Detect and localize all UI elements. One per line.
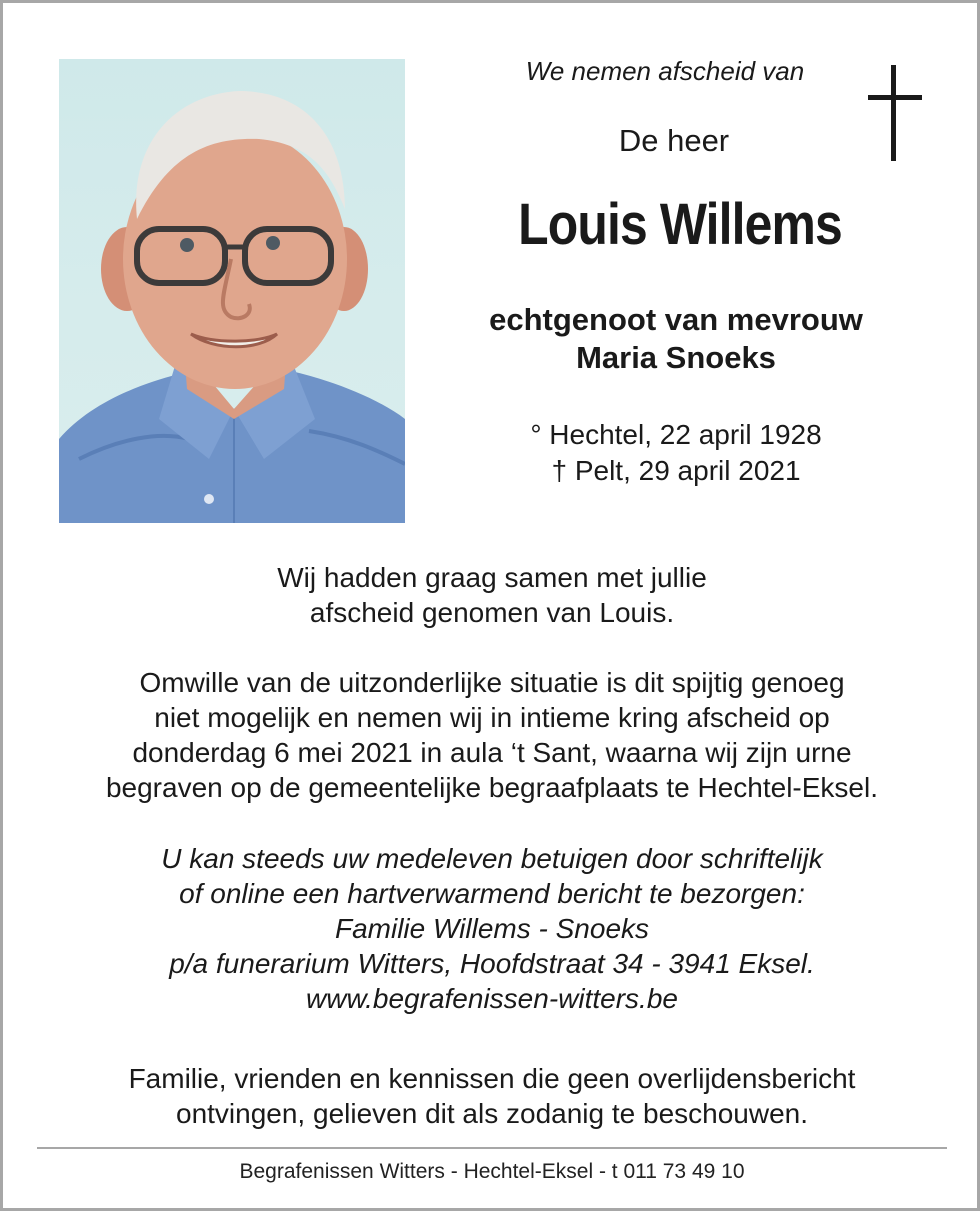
salutation: De heer bbox=[618, 123, 730, 158]
footer-text: Begrafenissen Witters - Hechtel-Eksel - t 011 73 49 10 bbox=[239, 1160, 745, 1183]
family-name: Familie Willems - Snoeks bbox=[334, 913, 650, 944]
paragraph-line: niet mogelijk en nemen wij in intieme kring afscheid op bbox=[154, 702, 830, 733]
website-link[interactable]: www.begrafenissen-witters.be bbox=[306, 983, 678, 1014]
footer-divider bbox=[37, 1147, 947, 1149]
closing-paragraph bbox=[43, 1061, 941, 1131]
spouse-name: Maria Snoeks bbox=[576, 340, 776, 375]
life-dates bbox=[443, 417, 909, 489]
paragraph-line: ontvingen, gelieven dit als zodanig te beschouwen. bbox=[176, 1098, 808, 1129]
paragraph-line: U kan steeds uw medeleven betuigen door schriftelijk bbox=[161, 843, 823, 874]
intro-text: We nemen afscheid van bbox=[525, 56, 805, 86]
condolence-paragraph bbox=[43, 841, 941, 1016]
address-line: p/a funerarium Witters, Hoofdstraat 34 - 3941 Eksel. bbox=[169, 948, 815, 979]
paragraph-line: Wij hadden graag samen met jullie bbox=[277, 562, 707, 593]
spouse-info bbox=[443, 301, 909, 377]
paragraph-line: of online een hartverwarmend bericht te bezorgen: bbox=[179, 878, 805, 909]
paragraph-line: Familie, vrienden en kennissen die geen overlijdensbericht bbox=[128, 1063, 856, 1094]
spouse-line: echtgenoot van mevrouw bbox=[489, 302, 863, 337]
paragraph-line: afscheid genomen van Louis. bbox=[309, 597, 675, 628]
death-date: † Pelt, 29 april 2021 bbox=[551, 455, 801, 486]
portrait-photo bbox=[59, 59, 405, 523]
farewell-paragraph bbox=[43, 560, 941, 630]
deceased-name: Louis Willems bbox=[518, 192, 842, 257]
paragraph-line: Omwille van de uitzonderlijke situatie is dit spijtig genoeg bbox=[139, 667, 845, 698]
paragraph-line: begraven op de gemeentelijke begraafplaats te Hechtel-Eksel. bbox=[105, 772, 879, 803]
birth-date: ° Hechtel, 22 april 1928 bbox=[530, 419, 822, 450]
ceremony-paragraph bbox=[43, 665, 941, 805]
paragraph-line: donderdag 6 mei 2021 in aula ‘t Sant, waarna wij zijn urne bbox=[132, 737, 852, 768]
